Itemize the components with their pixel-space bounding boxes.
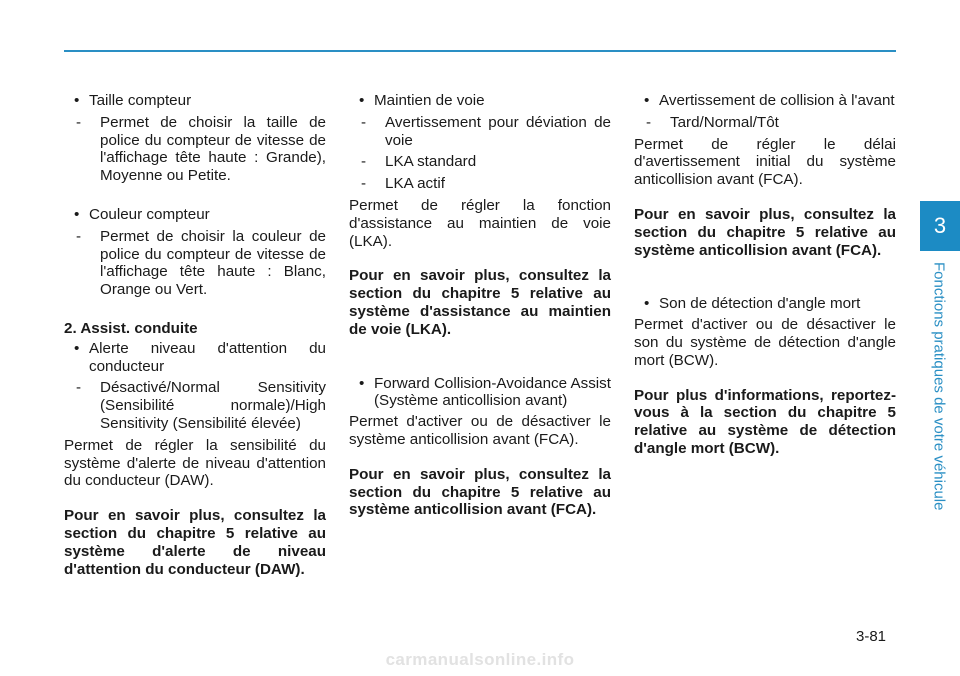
sub-item: - Avertissement pour déviation de voie (361, 114, 611, 150)
paragraph: Permet de régler la sensibilité du système d'alerte de niveau d'attention du conducteur (DAW). (64, 436, 326, 490)
sub-item: - Tard/Normal/Tôt (646, 114, 896, 132)
note-bold: Pour en savoir plus, consultez la section du chapitre 5 relative au système d'alerte de niveau d'attention du conducteur (DAW). (64, 507, 326, 578)
note-bold: Pour en savoir plus, consultez la section du chapitre 5 relative au système anticollision avant (FCA). (634, 205, 896, 259)
note-bold: Pour en savoir plus, consultez la section du chapitre 5 relative au système anticollision avant (FCA). (349, 465, 611, 519)
sub-item: - Permet de choisir la couleur de police du compteur de vitesse de l'affichage tête haute : Blanc, Orange ou Vert. (76, 228, 326, 299)
paragraph: Permet d'activer ou de désactiver le système anticollision avant (FCA). (349, 413, 611, 448)
column-2 (349, 92, 611, 519)
list-item: • Avertissement de collision à l'avant (644, 92, 896, 110)
chapter-title-vertical (928, 262, 950, 511)
chapter-title-text: Fonctions pratiques de votre véhicule (930, 262, 948, 511)
column-1 (64, 92, 326, 578)
top-divider (64, 50, 896, 52)
list-item: • Couleur compteur (74, 206, 326, 224)
note-bold: Pour en savoir plus, consultez la section du chapitre 5 relative au système d'assistance au maintien de voie (LKA). (349, 267, 611, 338)
page-number: 3-81 (856, 628, 887, 645)
note-bold: Pour plus d'informations, reportez-vous à la section du chapitre 5 relative au système de détection d'angle mort (BCW). (634, 386, 896, 457)
sub-item: - LKA actif (361, 175, 611, 193)
column-3 (634, 92, 896, 458)
chapter-tab: 3 (920, 201, 960, 251)
section-heading: 2. Assist. conduite (64, 319, 198, 337)
paragraph: Permet d'activer ou de désactiver le son du système de détection d'angle mort (BCW). (634, 316, 896, 369)
paragraph: Permet de régler la fonction d'assistance au maintien de voie (LKA). (349, 196, 611, 250)
list-item: • Forward Collision-Avoidance Assist (Système anticollision avant) (359, 375, 611, 411)
list-item: • Maintien de voie (359, 92, 611, 110)
watermark: carmanualsonline.info (385, 650, 575, 669)
paragraph: Permet de régler le délai d'avertissement initial du système anticollision avant (FCA). (634, 135, 896, 189)
list-item: • Taille compteur (74, 92, 326, 110)
sub-item: - Désactivé/Normal Sensitivity (Sensibilité normale)/High Sensitivity (Sensibilité élevée) (76, 379, 326, 432)
sub-item: - Permet de choisir la taille de police du compteur de vitesse de l'affichage tête haute : Grande), Moyenne ou Petite. (76, 114, 326, 185)
sub-item: - LKA standard (361, 153, 611, 171)
list-item: • Alerte niveau d'attention du conducteur (74, 340, 326, 376)
list-item: • Son de détection d'angle mort (644, 295, 896, 313)
